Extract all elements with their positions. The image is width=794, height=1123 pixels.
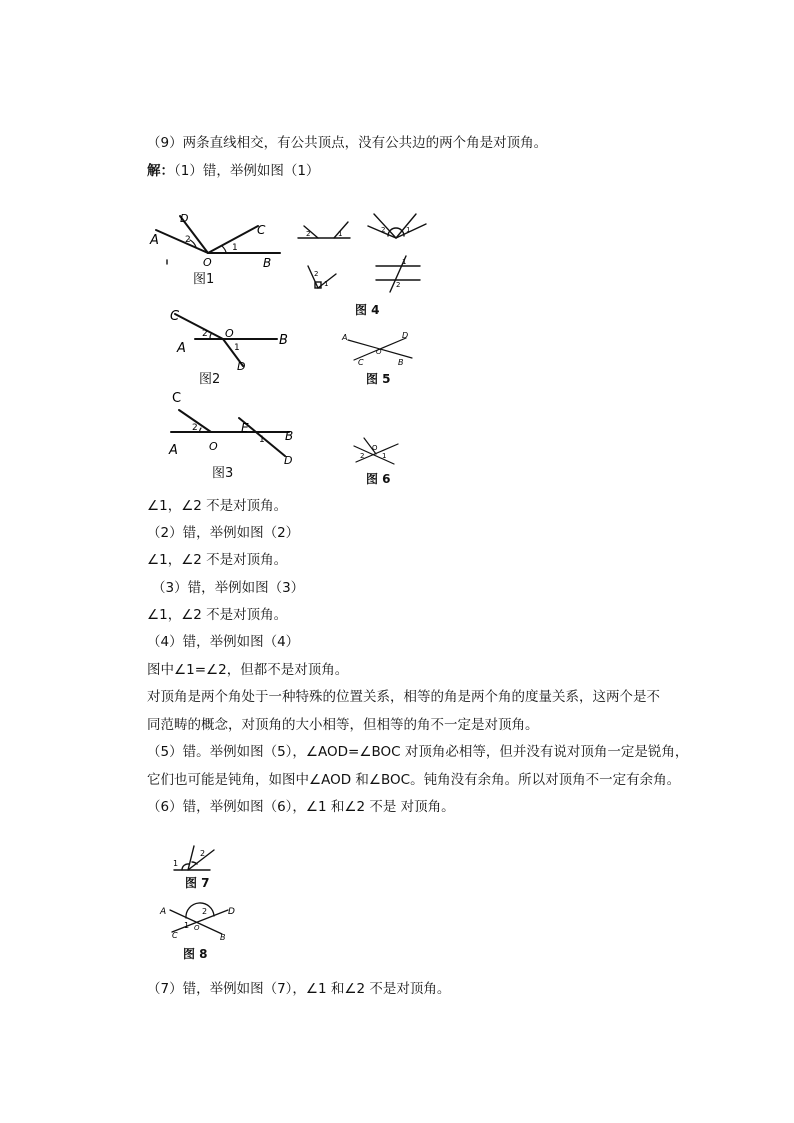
fig7-angle-2: 2 [200, 849, 206, 858]
fig6-label-o: O [372, 444, 378, 452]
figure-2-caption: 图2 [199, 372, 221, 387]
figure-5-caption: 图 5 [366, 372, 391, 386]
fig5-label-d: D [402, 331, 409, 340]
fig3-label-o: O [209, 440, 218, 453]
paragraph-1a: 对顶角是两个角处于一种特殊的位置关系，相等的角是两个角的度量关系，这两个是不 [147, 689, 660, 705]
fig2-label-o: O [225, 327, 234, 340]
fig3-label-c: C [172, 391, 182, 406]
fig4-angle-2a: 2 [306, 230, 311, 238]
note-3: ∠1，∠2 不是对顶角。 [147, 607, 288, 623]
solution-label: 解： [147, 163, 174, 179]
fig1-label-a: A [150, 233, 159, 248]
figure-4 [296, 208, 436, 298]
fig8-label-b: B [220, 933, 226, 942]
figure-7-caption: 图 7 [185, 876, 210, 890]
note-2: ∠1，∠2 不是对顶角。 [147, 552, 288, 568]
solution-3: （3）错，举例如图（3） [152, 580, 305, 596]
fig2-label-a: A [177, 341, 186, 356]
fig7-angle-1: 1 [173, 859, 179, 868]
figure-5 [340, 330, 420, 370]
figure-7 [170, 842, 220, 876]
fig1-label-d: D [180, 212, 189, 225]
fig1-angle-2: 2 [185, 235, 191, 245]
solution-4: （4）错，举例如图（4） [147, 634, 300, 650]
fig2-angle-1: 1 [234, 343, 240, 353]
solution-2: （2）错，举例如图（2） [147, 525, 300, 541]
fig8-label-a: A [160, 907, 167, 917]
solution-1 [147, 162, 319, 180]
solution-5b: 它们也可能是钝角，如图中∠AOD 和∠BOC。钝角没有余角。所以对顶角不一定有余角。 [147, 772, 681, 788]
fig2-angle-2: 2 [202, 329, 208, 339]
figure-8-caption: 图 8 [183, 947, 208, 961]
fig4-angle-2d: 2 [396, 281, 401, 289]
fig4-angle-1b: 1 [406, 226, 411, 234]
figure-6-caption: 图 6 [366, 472, 391, 486]
fig8-label-c: C [172, 931, 178, 940]
question-9: （9）两条直线相交，有公共顶点，没有公共边的两个角是对顶角。 [147, 135, 548, 151]
figure-1 [150, 210, 290, 270]
note-1: ∠1，∠2 不是对顶角。 [147, 498, 288, 514]
fig2-label-b: B [279, 333, 288, 348]
fig2-label-d: D [237, 360, 246, 373]
fig4-angle-1c: 1 [324, 280, 329, 288]
fig3-angle-1: 1 [259, 435, 265, 445]
solution-6: （6）错，举例如图（6），∠1 和∠2 不是 对顶角。 [147, 799, 455, 815]
fig1-angle-1: 1 [232, 243, 238, 253]
fig1-label-b: B [263, 256, 272, 270]
fig6-angle-2: 2 [360, 452, 365, 460]
fig4-angle-1a: 1 [338, 230, 343, 238]
fig8-angle-2: 2 [202, 907, 208, 916]
paragraph-1b: 同范畴的概念，对顶角的大小相等，但相等的角不一定是对顶角。 [147, 717, 539, 733]
figure-6 [350, 436, 404, 468]
fig5-label-b: B [398, 358, 404, 367]
fig5-label-o: O [376, 348, 382, 356]
fig3-label-e: E [241, 421, 249, 435]
fig1-label-o: O [203, 256, 212, 269]
fig8-angle-1: 1 [184, 921, 190, 930]
fig8-label-d: D [228, 907, 235, 917]
figure-4-caption: 图 4 [355, 303, 380, 317]
figure-3 [165, 388, 300, 467]
solution-7: （7）错，举例如图（7），∠1 和∠2 不是对顶角。 [147, 981, 451, 997]
figure-2 [165, 306, 295, 373]
fig3-label-d: D [284, 454, 293, 467]
solution-1-text: （1）错，举例如图（1） [174, 163, 320, 179]
fig3-label-a: A [169, 443, 178, 458]
fig8-label-o: O [194, 924, 200, 932]
solution-5a: （5）错。举例如图（5），∠AOD=∠BOC 对顶角必相等，但并没有说对顶角一定是锐角， [147, 744, 689, 760]
fig4-angle-2c: 2 [314, 270, 319, 278]
figure-1-caption: 图1 [193, 272, 215, 287]
figure-8 [158, 900, 240, 940]
fig4-angle-1d: 1 [402, 258, 407, 266]
note-4: 图中∠1=∠2，但都不是对顶角。 [147, 662, 349, 678]
fig1-label-c: C [257, 223, 266, 237]
fig2-label-c: C [170, 309, 180, 324]
fig6-angle-1: 1 [382, 452, 387, 460]
fig5-label-a: A [342, 333, 348, 342]
fig4-angle-2b: 2 [381, 226, 386, 234]
fig3-label-b: B [285, 429, 294, 443]
fig3-angle-2: 2 [192, 423, 198, 433]
fig5-label-c: C [358, 358, 364, 367]
figure-3-caption: 图3 [212, 466, 234, 481]
